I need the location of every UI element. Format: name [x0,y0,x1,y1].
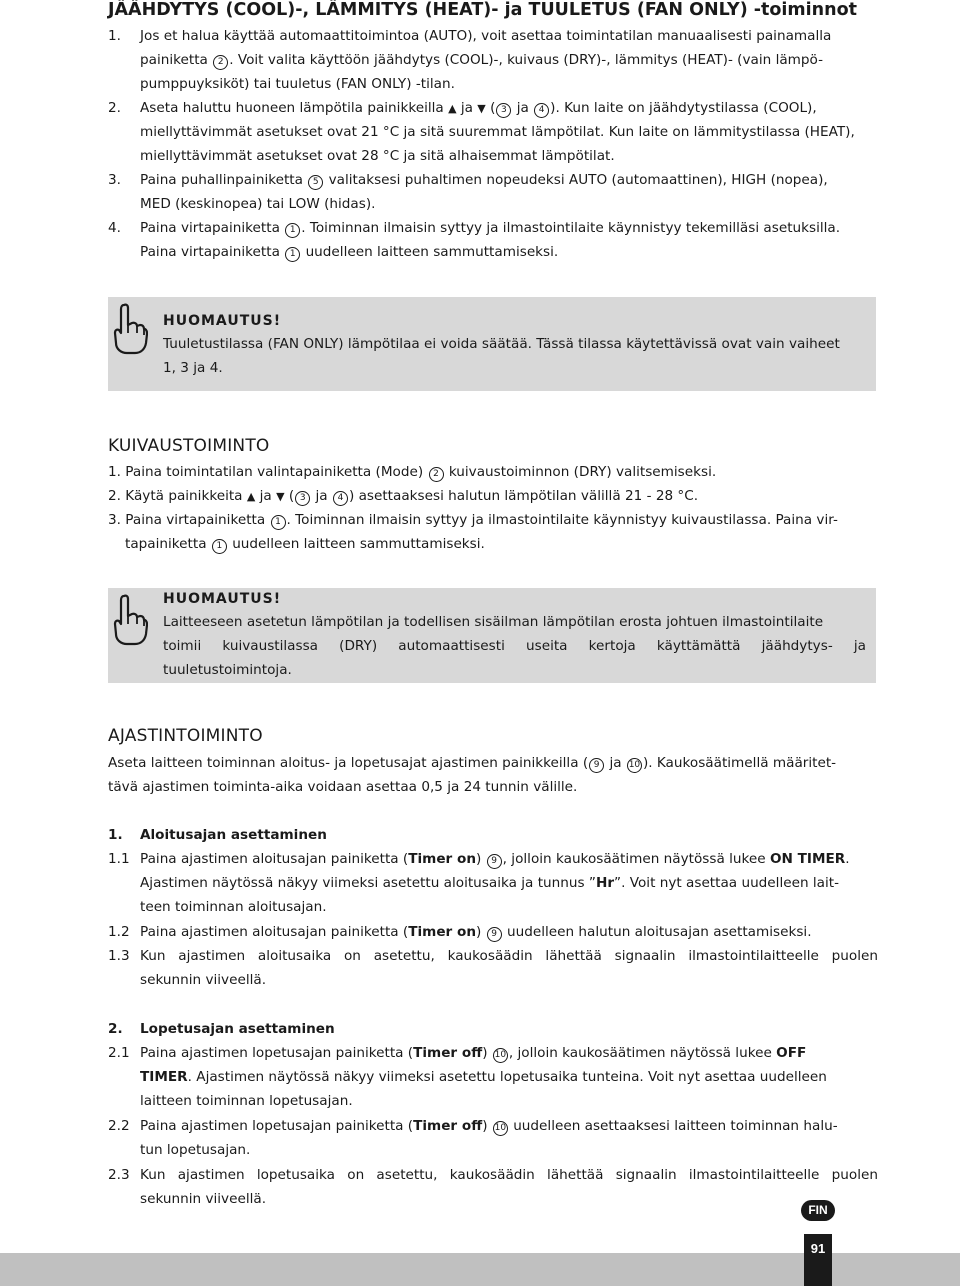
text: ( [490,100,496,116]
text: Paina ajastimen lopetusajan painiketta ( [140,1045,414,1061]
language-badge: FIN [801,1200,835,1221]
button-10-icon: 10 [493,1048,508,1063]
text: Paina ajastimen aloitusajan painiketta ( [140,924,409,940]
text: ON TIMER [769,851,846,867]
step-2-3-line2: sekunnin viiveellä. [140,1191,267,1207]
text: painiketta [140,52,208,68]
button-9-icon: 9 [589,758,604,773]
text: ja [259,488,272,504]
step-2-3-line1: Kun ajastimen lopetusaika on asetettu, kaukosäädin lähettää signaalin ilmastointilaitteelle puolen [140,1167,878,1183]
text: Paina virtapainiketta [140,244,280,260]
text: Ajastimen näytössä näkyy viimeksi asetettu aloitusaika ja tunnus ” [140,875,596,891]
subsection-number: 1. [108,827,123,843]
text: TIMER [140,1069,188,1085]
button-10-icon: 10 [493,1121,508,1136]
text: ) [482,1118,488,1134]
text: ) [482,1045,488,1061]
section-title-timer: AJASTINTOIMINTO [108,726,263,746]
up-arrow-icon: ▲ [448,102,457,115]
timer-intro-line1 [108,754,836,773]
subsection-title-start: Aloitusajan asettaminen [140,827,327,843]
button-2-icon: 2 [213,55,228,70]
step-1-2-line1 [140,923,812,942]
pointing-hand-icon [110,594,148,646]
pointing-hand-icon [110,303,148,355]
text: . Toiminnan ilmaisin syttyy ja ilmastointilaite käynnistyy kuivaustilassa. Paina vir- [286,512,838,528]
text: ) asettaaksesi halutun lämpötilan välillä 21 - 28 °C. [348,488,699,504]
text: Paina ajastimen lopetusajan painiketta ( [140,1118,414,1134]
item3-line2: MED (keskinopea) tai LOW (hidas). [140,196,376,212]
step-number: 1.2 [108,924,130,940]
note-title: HUOMAUTUS! [163,313,282,329]
text: valitaksesi puhaltimen nopeudeksi AUTO (automaattinen), HIGH (nopea), [328,172,828,188]
text: Hr [595,875,615,891]
timer-intro-line2: tävä ajastimen toiminta-aika voidaan asettaa 0,5 ja 24 tunnin välille. [108,779,578,795]
text: uudelleen laitteen sammuttamiseksi. [232,536,485,552]
text: Paina virtapainiketta [140,220,280,236]
button-1-icon: 1 [212,539,227,554]
text: kuivaustoiminnon (DRY) valitsemiseksi. [448,464,717,480]
section-title-cool-heat-fan: JÄÄHDYTYS (COOL)-, LÄMMITYS (HEAT)- ja TUULETUS (FAN ONLY) -toiminnot [108,0,857,20]
text: Timer off [413,1118,483,1134]
step-1-1-line1 [140,850,850,869]
item-number: 2. [108,100,121,116]
step-1-1-line3: teen toiminnan aloitusajan. [140,899,327,915]
item-number: 3. [108,172,121,188]
step-2-2-line2: tun lopetusajan. [140,1142,251,1158]
text: , jolloin kaukosäätimen näytössä lukee [508,1045,772,1061]
step-number: 2.3 [108,1167,130,1183]
text: Paina ajastimen aloitusajan painiketta ( [140,851,409,867]
text: 3. Paina virtapainiketta [108,512,266,528]
step-1-3-line1: Kun ajastimen aloitusaika on asetettu, kaukosäädin lähettää signaalin ilmastointilaitteelle puolen [140,948,878,964]
step-2-2-line1 [140,1117,838,1136]
button-3-icon: 3 [496,103,511,118]
button-5-icon: 5 [308,175,323,190]
subsection-number: 2. [108,1021,123,1037]
button-9-icon: 9 [487,927,502,942]
dry-item2 [108,487,698,506]
text: uudelleen asettaaksesi laitteen toiminnan halu- [513,1118,838,1134]
dry-item3-line2 [125,535,485,554]
text: . Ajastimen näytössä näkyy viimeksi asetettu lopetusaika tunteina. Voit nyt asettaa uudelleen [187,1069,827,1085]
step-number: 2.1 [108,1045,130,1061]
text: ). Kaukosäätimellä määritet- [642,755,837,771]
button-1-icon: 1 [271,515,286,530]
button-10-icon: 10 [627,758,642,773]
text: 2. Käytä painikkeita [108,488,243,504]
down-arrow-icon: ▼ [276,490,285,503]
button-1-icon: 1 [285,223,300,238]
text: ) [476,851,482,867]
item-number: 4. [108,220,121,236]
page-number: 91 [804,1234,832,1286]
note-line2: 1, 3 ja 4. [163,360,223,376]
text: tapainiketta [125,536,207,552]
button-2-icon: 2 [429,467,444,482]
text: ) [476,924,482,940]
button-9-icon: 9 [487,854,502,869]
item3-line1 [140,171,828,190]
text: uudelleen halutun aloitusajan asettamiseksi. [506,924,812,940]
text: ja [460,100,473,116]
text: ). Kun laite on jäähdytystilassa (COOL), [550,100,817,116]
text: Timer on [408,851,477,867]
item1-line3: pumppuyksiköt) tai tuuletus (FAN ONLY) -tilan. [140,76,455,92]
text: . [845,851,850,867]
text: Paina puhallinpainiketta [140,172,303,188]
note-line2: toimii kuivaustilassa (DRY) automaattisesti useita kertoja käyttämättä jäähdytys- ja [163,638,866,654]
note-line1: Laitteeseen asetetun lämpötilan ja todellisen sisäilman lämpötilan erosta johtuen ilmastointilaite [163,614,824,630]
text: , jolloin kaukosäätimen näytössä lukee [502,851,766,867]
step-2-1-line1 [140,1044,806,1063]
button-4-icon: 4 [333,491,348,506]
dry-item1 [108,463,716,482]
note-line3: tuuletustoimintoja. [163,662,292,678]
subsection-title-stop: Lopetusajan asettaminen [140,1021,335,1037]
item2-line1 [140,99,817,118]
button-3-icon: 3 [295,491,310,506]
text: ja [609,755,622,771]
step-number: 1.1 [108,851,130,867]
text: Timer on [408,924,477,940]
text: uudelleen laitteen sammuttamiseksi. [305,244,559,260]
text: 1. Paina toimintatilan valintapainiketta (Mode) [108,464,424,480]
item1-line1: Jos et halua käyttää automaattitoimintoa (AUTO), voit asettaa toimintatilan manuaalisesti painamalla [140,28,832,44]
item2-line3: miellyttävimmät asetukset ovat 28 °C ja sitä alhaisemmat lämpötilat. [140,148,615,164]
item4-line2 [140,243,558,262]
item4-line1 [140,219,840,238]
down-arrow-icon: ▼ [477,102,486,115]
text: . Voit valita käyttöön jäähdytys (COOL)-, kuivaus (DRY)-, lämmitys (HEAT)- (vain lämpö- [229,52,824,68]
text: Timer off [413,1045,483,1061]
text: ja [315,488,328,504]
step-1-1-line2 [140,874,839,892]
text: ja [516,100,529,116]
text: OFF [776,1045,807,1061]
note-title: HUOMAUTUS! [163,591,282,607]
button-4-icon: 4 [534,103,549,118]
step-number: 1.3 [108,948,130,964]
step-2-1-line2 [140,1068,827,1086]
step-1-3-line2: sekunnin viiveellä. [140,972,267,988]
item-number: 1. [108,28,121,44]
step-number: 2.2 [108,1118,130,1134]
item2-line2: miellyttävimmät asetukset ovat 21 °C ja sitä suuremmat lämpötilat. Kun laite on lämmitystilassa (HEAT), [140,124,855,140]
text: Aseta laitteen toiminnan aloitus- ja lopetusajat ajastimen painikkeilla ( [108,755,589,771]
text: ”. Voit nyt asettaa uudelleen lait- [614,875,840,891]
dry-item3-line1 [108,511,838,530]
item1-line2 [140,51,823,70]
button-1-icon: 1 [285,247,300,262]
text: . Toiminnan ilmaisin syttyy ja ilmastointilaite käynnistyy tekemilläsi asetuksilla. [301,220,841,236]
step-2-1-line3: laitteen toiminnan lopetusajan. [140,1093,353,1109]
section-title-dry: KUIVAUSTOIMINTO [108,436,270,456]
up-arrow-icon: ▲ [246,490,256,503]
text: Aseta haluttu huoneen lämpötila painikkeilla [140,100,444,116]
note-line1: Tuuletustilassa (FAN ONLY) lämpötilaa ei voida säätää. Tässä tilassa käytettävissä ovat vain vaiheet [163,336,840,352]
text: ( [288,488,295,504]
